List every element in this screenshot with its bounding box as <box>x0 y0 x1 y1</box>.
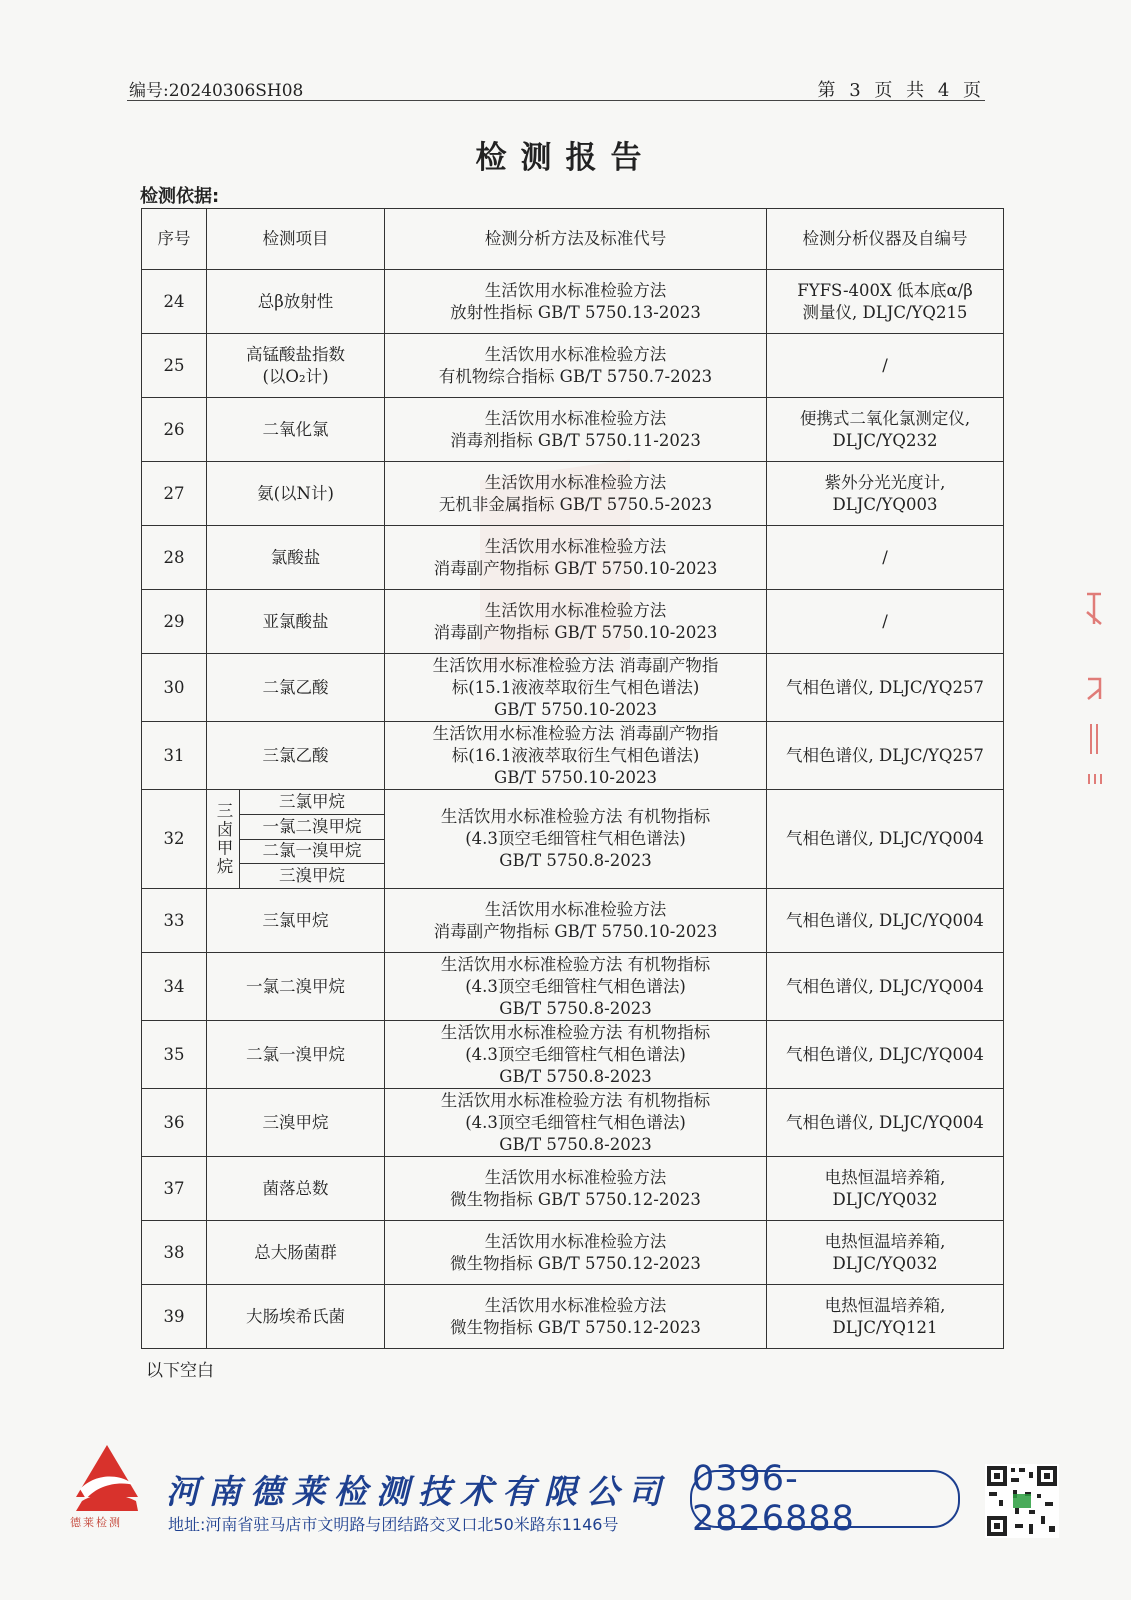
row-method: 生活饮用水标准检验方法 消毒副产物指标 GB/T 5750.10-2023 <box>385 889 767 953</box>
row-no: 28 <box>142 526 207 590</box>
seal-strip <box>1083 584 1105 794</box>
row-no: 34 <box>142 953 207 1021</box>
row-no: 25 <box>142 334 207 398</box>
row-instrument: 气相色谱仪, DLJC/YQ004 <box>767 1089 1004 1157</box>
row-item: 总β放射性 <box>207 270 385 334</box>
row-item: 二氯一溴甲烷 <box>207 1021 385 1089</box>
row-no: 29 <box>142 590 207 654</box>
table-row <box>142 270 1004 334</box>
row-no: 26 <box>142 398 207 462</box>
row-instrument: 电热恒温培养箱, DLJC/YQ121 <box>767 1285 1004 1349</box>
row-method: 生活饮用水标准检验方法 有机物综合指标 GB/T 5750.7-2023 <box>385 334 767 398</box>
row-instrument: 气相色谱仪, DLJC/YQ004 <box>767 1021 1004 1089</box>
row-item: 二氯乙酸 <box>207 654 385 722</box>
row-item: 菌落总数 <box>207 1157 385 1221</box>
table-row <box>142 654 1004 722</box>
phone-number: 0396-2826888 <box>690 1470 960 1528</box>
row-method: 生活饮用水标准检验方法 放射性指标 GB/T 5750.13-2023 <box>385 270 767 334</box>
row-item: 大肠埃希氏菌 <box>207 1285 385 1349</box>
row-item-group <box>207 790 385 889</box>
basis-label: 检测依据: <box>140 186 220 207</box>
row-method: 生活饮用水标准检验方法 无机非金属指标 GB/T 5750.5-2023 <box>385 462 767 526</box>
row-no: 27 <box>142 462 207 526</box>
header-divider <box>127 100 985 101</box>
row-no: 30 <box>142 654 207 722</box>
row-no: 36 <box>142 1089 207 1157</box>
row-instrument: FYFS-400X 低本底α/β 测量仪, DLJC/YQ215 <box>767 270 1004 334</box>
row-item: 总大肠菌群 <box>207 1221 385 1285</box>
row-method: 生活饮用水标准检验方法 消毒副产物指 标(16.1液液萃取衍生气相色谱法) GB/T 5750.10-2023 <box>385 722 767 790</box>
table-row <box>142 953 1004 1021</box>
table-row <box>142 398 1004 462</box>
row-no: 39 <box>142 1285 207 1349</box>
col-header-no: 序号 <box>142 209 207 270</box>
table-row <box>142 1021 1004 1089</box>
row-item <box>207 334 385 398</box>
table-row <box>142 526 1004 590</box>
row-item: 三氯乙酸 <box>207 722 385 790</box>
row-instrument: 气相色谱仪, DLJC/YQ257 <box>767 654 1004 722</box>
row-no: 37 <box>142 1157 207 1221</box>
row-no: 32 <box>142 790 207 889</box>
doc-number: 编号:20240306SH08 <box>129 81 304 101</box>
row-instrument: / <box>767 590 1004 654</box>
row-method: 生活饮用水标准检验方法 消毒副产物指 标(15.1液液萃取衍生气相色谱法) GB/T 5750.10-2023 <box>385 654 767 722</box>
row-instrument: 气相色谱仪, DLJC/YQ004 <box>767 953 1004 1021</box>
logo-caption: 德莱检测 <box>70 1516 122 1529</box>
row-item: 氨(以N计) <box>207 462 385 526</box>
table-row <box>142 722 1004 790</box>
page-info: 第 3 页 共 4 页 <box>817 80 985 101</box>
report-title: 检测报告 <box>475 140 656 176</box>
group-item: 三溴甲烷 <box>279 866 345 886</box>
row-method: 生活饮用水标准检验方法 有机物指标 (4.3顶空毛细管柱气相色谱法) GB/T 5750.8-2023 <box>385 1089 767 1157</box>
qr-code-icon <box>985 1464 1059 1538</box>
group-item: 三氯甲烷 <box>240 790 384 815</box>
table-header-row <box>142 209 1004 270</box>
group-item: 一氯二溴甲烷 <box>240 815 384 840</box>
row-no: 24 <box>142 270 207 334</box>
table-row <box>142 1221 1004 1285</box>
row-instrument: 紫外分光光度计, DLJC/YQ003 <box>767 462 1004 526</box>
row-item: 三氯甲烷 <box>207 889 385 953</box>
row-item-sub: (以O₂计) <box>262 366 329 386</box>
group-item: 二氯一溴甲烷 <box>240 840 384 865</box>
row-instrument: / <box>767 526 1004 590</box>
table-row <box>142 1089 1004 1157</box>
row-instrument: 气相色谱仪, DLJC/YQ257 <box>767 722 1004 790</box>
row-method: 生活饮用水标准检验方法 消毒剂指标 GB/T 5750.11-2023 <box>385 398 767 462</box>
row-item: 二氧化氯 <box>207 398 385 462</box>
col-header-instrument: 检测分析仪器及自编号 <box>767 209 1004 270</box>
row-instrument: 电热恒温培养箱, DLJC/YQ032 <box>767 1221 1004 1285</box>
row-item: 一氯二溴甲烷 <box>207 953 385 1021</box>
company-name: 河南德莱检测技术有限公司 <box>166 1472 670 1511</box>
row-item: 氯酸盐 <box>207 526 385 590</box>
row-instrument: 气相色谱仪, DLJC/YQ004 <box>767 790 1004 889</box>
group-label: 三卤甲烷 <box>207 790 240 888</box>
table-row-group <box>142 790 1004 889</box>
blank-note: 以下空白 <box>146 1361 214 1381</box>
row-instrument: 气相色谱仪, DLJC/YQ004 <box>767 889 1004 953</box>
col-header-item: 检测项目 <box>207 209 385 270</box>
row-method: 生活饮用水标准检验方法 有机物指标 (4.3顶空毛细管柱气相色谱法) GB/T 5750.8-2023 <box>385 953 767 1021</box>
row-method: 生活饮用水标准检验方法 消毒副产物指标 GB/T 5750.10-2023 <box>385 590 767 654</box>
row-item: 亚氯酸盐 <box>207 590 385 654</box>
row-no: 33 <box>142 889 207 953</box>
table-row <box>142 590 1004 654</box>
seal-fragment-icon <box>1083 584 1105 794</box>
row-instrument: / <box>767 334 1004 398</box>
row-item-main: 高锰酸盐指数 <box>246 344 345 364</box>
col-header-method: 检测分析方法及标准代号 <box>385 209 767 270</box>
row-instrument: 电热恒温培养箱, DLJC/YQ032 <box>767 1157 1004 1221</box>
row-method: 生活饮用水标准检验方法 有机物指标 (4.3顶空毛细管柱气相色谱法) GB/T 5750.8-2023 <box>385 790 767 889</box>
company-address: 地址:河南省驻马店市文明路与团结路交叉口北50米路东1146号 <box>168 1515 619 1534</box>
row-instrument: 便携式二氧化氯测定仪, DLJC/YQ232 <box>767 398 1004 462</box>
company-logo-icon <box>68 1436 146 1526</box>
table-row <box>142 334 1004 398</box>
table-row <box>142 1157 1004 1221</box>
row-no: 31 <box>142 722 207 790</box>
row-method: 生活饮用水标准检验方法 微生物指标 GB/T 5750.12-2023 <box>385 1285 767 1349</box>
row-item: 三溴甲烷 <box>207 1089 385 1157</box>
basis-table <box>141 208 1004 1349</box>
table-row <box>142 1285 1004 1349</box>
row-method: 生活饮用水标准检验方法 微生物指标 GB/T 5750.12-2023 <box>385 1221 767 1285</box>
row-method: 生活饮用水标准检验方法 微生物指标 GB/T 5750.12-2023 <box>385 1157 767 1221</box>
table-row <box>142 889 1004 953</box>
row-method: 生活饮用水标准检验方法 消毒副产物指标 GB/T 5750.10-2023 <box>385 526 767 590</box>
row-method: 生活饮用水标准检验方法 有机物指标 (4.3顶空毛细管柱气相色谱法) GB/T 5750.8-2023 <box>385 1021 767 1089</box>
row-no: 38 <box>142 1221 207 1285</box>
table-row <box>142 462 1004 526</box>
row-no: 35 <box>142 1021 207 1089</box>
